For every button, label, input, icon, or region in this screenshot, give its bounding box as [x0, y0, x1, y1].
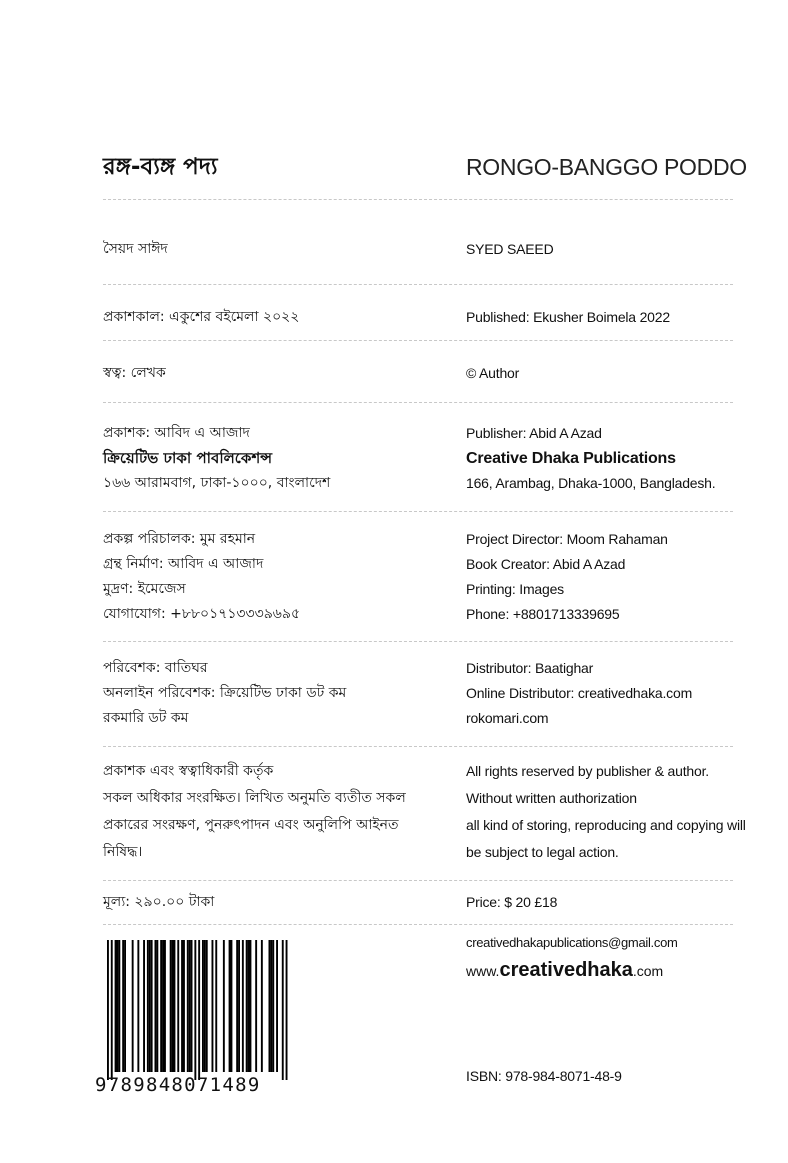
barcode-guard-bar — [111, 940, 113, 1080]
divider — [103, 511, 733, 512]
barcode-bar — [172, 940, 174, 1072]
publisher-name-bn: প্রকাশক: আবিদ এ আজাদ — [103, 425, 250, 441]
divider — [103, 746, 733, 747]
barcode-bar — [156, 940, 158, 1072]
barcode-bar — [143, 940, 145, 1072]
barcode-bars — [95, 940, 295, 1080]
barcode-bar — [236, 940, 238, 1072]
barcode-bar — [242, 940, 244, 1072]
barcode-bar — [149, 940, 151, 1072]
email-link[interactable]: creativedhakapublications@gmail.com — [466, 935, 678, 950]
published-english: Published: Ekusher Boimela 2022 — [466, 309, 670, 325]
price-english: Price: $ 20 £18 — [466, 894, 558, 910]
credit-line: Project Director: Moom Rahaman — [466, 531, 668, 547]
barcode-bar — [177, 940, 179, 1072]
barcode-bar — [238, 940, 240, 1072]
barcode-bar — [261, 940, 263, 1072]
divider — [103, 402, 733, 403]
rights-line: সকল অধিকার সংরক্ষিত। লিখিত অনুমতি ব্যতীত সকল — [103, 790, 406, 806]
barcode-guard-bar — [286, 940, 288, 1080]
rights-line: প্রকারের সংরক্ষণ, পুনরুৎপাদন এবং অনুলিপি আইনত — [103, 817, 399, 833]
credit-line: Printing: Images — [466, 581, 564, 597]
barcode-guard-bar — [107, 940, 109, 1080]
copyright-english: © Author — [466, 365, 520, 381]
barcode-bar — [117, 940, 119, 1072]
barcode-digits: 9789848071489 — [95, 1074, 261, 1096]
distribution-line: Distributor: Baatighar — [466, 660, 594, 676]
distribution-line: rokomari.com — [466, 710, 549, 726]
contact-english — [466, 931, 746, 986]
rights-line: be subject to legal action. — [466, 844, 619, 860]
credits-english — [466, 527, 746, 627]
barcode-bar — [246, 940, 248, 1072]
divider — [103, 641, 733, 642]
website-link[interactable] — [466, 955, 746, 986]
barcode-bar — [170, 940, 172, 1072]
distribution-line: পরিবেশক: বাতিঘর — [103, 660, 208, 676]
barcode-bar — [231, 940, 233, 1072]
website-suffix: .com — [632, 963, 664, 979]
barcode-bar — [174, 940, 176, 1072]
publisher-address-bn: ১৬৬ আরামবাগ, ঢাকা-১০০০, বাংলাদেশ — [103, 475, 331, 491]
credit-line: যোগাযোগ: +৮৮০১৭১৩৩৩৯৬৯৫ — [103, 606, 301, 622]
barcode-bar — [162, 940, 164, 1072]
rights-english — [466, 758, 746, 866]
credit-line: Book Creator: Abid A Azad — [466, 556, 626, 572]
distribution-line: Online Distributor: creativedhaka.com — [466, 685, 693, 701]
credit-line: Phone: +8801713339695 — [466, 606, 620, 622]
barcode-bar — [191, 940, 193, 1072]
isbn-text: ISBN: 978-984-8071-48-9 — [466, 1068, 622, 1084]
divider — [103, 880, 733, 881]
barcode-guard-bar — [198, 940, 200, 1080]
divider — [103, 284, 733, 285]
rights-line: নিষিদ্ধ। — [103, 844, 143, 860]
barcode — [95, 940, 295, 1100]
barcode-bar — [248, 940, 250, 1072]
barcode-bar — [137, 940, 139, 1072]
barcode-bar — [118, 940, 120, 1072]
website-main: creativedhaka — [499, 959, 633, 981]
barcode-bar — [206, 940, 208, 1072]
publisher-house-bn: ক্রিয়েটিভ ঢাকা পাবলিকেশন্স — [103, 449, 273, 467]
title-english: RONGO-BANGGO PODDO — [466, 154, 747, 180]
barcode-bar — [223, 940, 225, 1072]
barcode-bar — [215, 940, 217, 1072]
barcode-bar — [202, 940, 204, 1072]
barcode-bar — [212, 940, 214, 1072]
divider — [103, 340, 733, 341]
publisher-name-en: Publisher: Abid A Azad — [466, 425, 602, 441]
distribution-english — [466, 656, 746, 731]
barcode-guard-bar — [282, 940, 284, 1080]
barcode-bar — [229, 940, 231, 1072]
barcode-bar — [272, 940, 274, 1072]
barcode-bar — [187, 940, 189, 1072]
website-prefix: www. — [466, 963, 500, 979]
published-bangla: প্রকাশকাল: একুশের বইমেলা ২০২২ — [103, 309, 300, 325]
distribution-line: রকমারি ডট কম — [103, 710, 189, 726]
title-bangla: রঙ্গ-ব্যঙ্গ পদ্য — [103, 154, 218, 180]
credits-bangla — [103, 527, 453, 627]
barcode-bar — [151, 940, 153, 1072]
barcode-bar — [160, 940, 162, 1072]
publisher-house-en: Creative Dhaka Publications — [466, 450, 676, 467]
publisher-address-en: 166, Arambag, Dhaka-1000, Bangladesh. — [466, 475, 716, 491]
author-bangla: সৈয়দ সাঈদ — [103, 241, 168, 257]
barcode-bar — [115, 940, 117, 1072]
rights-line: all kind of storing, reproducing and copying will — [466, 817, 746, 833]
barcode-bar — [189, 940, 191, 1072]
credit-line: প্রকল্প পরিচালক: মুম রহমান — [103, 531, 256, 547]
barcode-bar — [269, 940, 271, 1072]
barcode-bar — [155, 940, 157, 1072]
barcode-bar — [276, 940, 278, 1072]
barcode-bar — [147, 940, 149, 1072]
barcode-bar — [124, 940, 126, 1072]
barcode-bar — [181, 940, 183, 1072]
barcode-bar — [255, 940, 257, 1072]
copyright-bangla: স্বত্ব: লেখক — [103, 365, 166, 381]
barcode-bar — [250, 940, 252, 1072]
credit-line: গ্রন্থ নির্মাণ: আবিদ এ আজাদ — [103, 556, 264, 572]
barcode-bar — [132, 940, 134, 1072]
divider — [103, 924, 733, 925]
author-english: SYED SAEED — [466, 241, 554, 257]
rights-line: Without written authorization — [466, 790, 637, 806]
barcode-bar — [204, 940, 206, 1072]
publisher-english — [466, 421, 746, 496]
rights-bangla — [103, 758, 453, 866]
credit-line: মুদ্রণ: ইমেজেস — [103, 581, 186, 597]
barcode-bar — [183, 940, 185, 1072]
distribution-bangla — [103, 656, 453, 731]
rights-line: প্রকাশক এবং স্বত্বাধিকারী কর্তৃক — [103, 763, 274, 779]
barcode-bar — [164, 940, 166, 1072]
distribution-line: অনলাইন পরিবেশক: ক্রিয়েটিভ ঢাকা ডট কম — [103, 685, 347, 701]
price-bangla: মূল্য: ২৯০.০০ টাকা — [103, 894, 215, 910]
barcode-bar — [122, 940, 124, 1072]
barcode-bar — [270, 940, 272, 1072]
divider — [103, 199, 733, 200]
barcode-guard-bar — [194, 940, 196, 1080]
rights-line: All rights reserved by publisher & author. — [466, 763, 709, 779]
publisher-bangla — [103, 421, 453, 496]
